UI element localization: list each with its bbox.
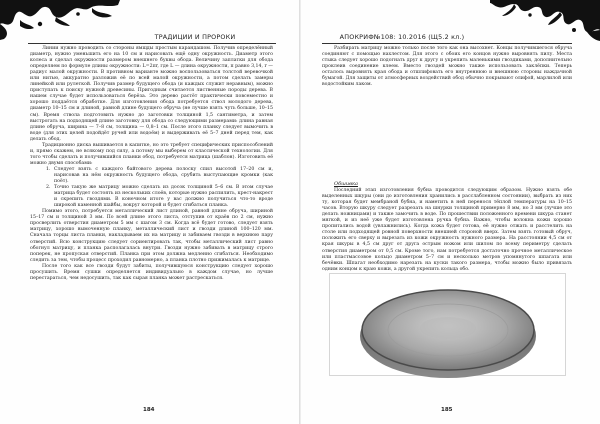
left-header-rule [28, 43, 276, 44]
right-body-text-top [322, 46, 572, 161]
right-paragraph: Последний этап изготовления бубна проводится следующим образом. Нужно взять обе выделенных шкуры (они до изготовления хранились в расслабленном состоянии), выбрать из них ту, которая будет мембраной бубна, и наметить в ней перенося тёплой температуры на 10–15 часов. Вторую шкуру следует разрезать на шнурки толщиной примерно 8 мм, но 3 мм (лучше это делать ножницами) и также замочить в воде. По прошествии положенного времени шкура станет мягкой, и из неё уже будет изготовлена ручка бубна. Важно, чтобы волокна кожи хорошо пропитались водой (увлажнились). Когда кожа будет готова, её нужно отжать и расстелить на столе или подходящей ровной поверхности внешней стороной вверх. Затем взять готовый обруч, положить его сверху и вырезать из кожи окружность нужного размера. На расстоянии 4,5 см от края шкуры в 4,5 см друг от друга острым ножом или шилом по всему периметру сделать отверстия диаметром от 0,5 см. Кроме того, нам потребуется достаточно прочное металлическое или пластмассовое кольцо диаметром 5–7 см и несколько метров упомянутого шпагата или бечёвки. Шпагат необходимо нарезать на куски такого размера, чтобы можно было привязать одним концом к краю кожи, а другой укрепить кольца обо. [322, 188, 572, 272]
decorative-ornament-right [490, 0, 600, 42]
left-running-header: ТРАДИЦИИ И ПРОРОКИ [154, 33, 236, 41]
left-page-number: 184 [143, 407, 155, 413]
left-paragraph: Традиционно диска вышивается в капитке, но это требует специфических приспособлений и, прямо скажем, не всякому под силу, а потому мы выберем от классической технологии. Для того чтобы сделать и получившийся планки обод, потребуется матрица (шаблон). Изготовить её можно двумя способами: [30, 142, 273, 166]
list-item: 1. Следует взять с каждого байтового дерева полоску спил высотой 17–20 см и, нарисовав на нём окружность будущего обода, срубить выступающие кромки (как поёт). [52, 167, 273, 185]
drum-illustration [330, 274, 565, 375]
left-paragraph: Линии нужно проводить со стороны ямщды простым карандашом. Получив определённый диаметр, нужно уменьшить его на 10 см и нарисовать ещё одну окружность. Диаметр этого колеса и сделал окружности размером внешнего буквы обода. Величину заплатки для обода определяем по формуле длины окружности: L=2πr, где L — длина окружности, π равно 3,14, r — радиус малой окружности. В противном варианте можно воспользоваться толстой веревочкой или нитью, аккуратно разложив её по всей малой окружности, а потом сделать замеры линейкой или рулеткой. Получив размер будущего обода (и каждых служит неравным), можно приступать к поиску нужной древесины. Пригодным считается лиственные породы дерева. В нашем случае будет использоваться берёза. Это дерево растёт практически повсеместно и хорошо поддаётся обработке. Для изготовления обода потребуется ствол молодого дерева, диаметр 10–15 см и длиной, равной длине будущего обруча (не лучше взять чуть больше, 10–15 см). Время ствола подготовить нужно до заготовки толщиной 1,5 сантиметра, и затем выстрогать на подходящей длине заготовку для обода со следующими размерами: длина равная длине обруча, ширина — 7–8 см, толщина — 0,8–1 см. После этого планку следует вымочить в воде (для этих целей подойдёт ручей или водоём) и выдерживать её 5–7 дней перед тем, как делать обод. [30, 46, 273, 142]
decorative-ornament-left [0, 0, 120, 40]
left-paragraph: После того как все гвозди будут забиты, получившуюся конструкцию следует хорошо просушить. Время сушки определяется индивидуально в каждом случае, но лучше перестараться, чем недосушить, так как сырая планка может растрескаться. [30, 263, 273, 281]
drum-photo [329, 273, 566, 376]
left-body-text [30, 46, 273, 398]
right-header-rule [322, 43, 572, 44]
left-numbered-list [30, 167, 273, 209]
left-paragraph: Помимо этого, потребуется металлический лист длиной, равной длине обруча, шириной 15–17 см и толщиной 3 мм. По всей длине этого листа, отступив от краёв по 2 см, нужно просверлить отверстия диаметром 5 мм с шагом 3 см. Когда всё будет готово, следует взять матрицу, хорошо вымоченную планку, металлический лист и гвозди длиной 100–120 мм. Сначала торцы листа планки, накладываем их на матрицу и забиваем гвозди в верхнюю пару отверстий. Всю конструкцию следует сориентировать так, чтобы металлический лист равно обогнул матрицу, и планка располагалась внутри. Гвозди нужно забивать в матрицу строго поперек, не пропуская отверстий. Планка при этом должна медленно сгибаться. Необходимо следить за тем, чтобы процесс проходил равномерно, а планка плотно прижималась к матрице. [30, 209, 273, 263]
section-subheading: Обшивка [334, 181, 358, 187]
right-body-text [322, 178, 572, 272]
right-running-header: АПОКРИФ№108: 10.2016 (Щ5.2 кл.) [339, 33, 465, 41]
right-page-number: 185 [441, 407, 453, 413]
list-item: 2. Точно такую же матрицу можно сделать из досок толщиной 5–6 см. В этом случае матрица будет состоять из нескольких слоёв, которые нужно распилить, крест-накрест и скрепить гвоздями. В конечном итоге у вас должно получиться что-то вроде широкой каменной шайбы, вокруг которой и будет сгибаться планка. [52, 185, 273, 209]
right-paragraph: Разбирать матрицу можно только после того как она высохнет. Концы получившегося обруча соединяют с помощью нахлестом. Для этого с обоих его концов нужно выровнять пилу. Места стыка следует хорошо подогнать друг к другу и укрепить маленькими гвоздиками, дополнительно проклеив соединение клеем. Вместо гвоздей можно также использовать заклёпки. Теперь осталось выровнять края обода и отшлифовать его внутреннюю и внешнюю стороны наждачной бумагой. Для защиты от атмосферных воздействий обод обычно покрывают олифой, марлилой или водостойким лаком. [322, 46, 572, 88]
book-gutter [299, 0, 301, 424]
